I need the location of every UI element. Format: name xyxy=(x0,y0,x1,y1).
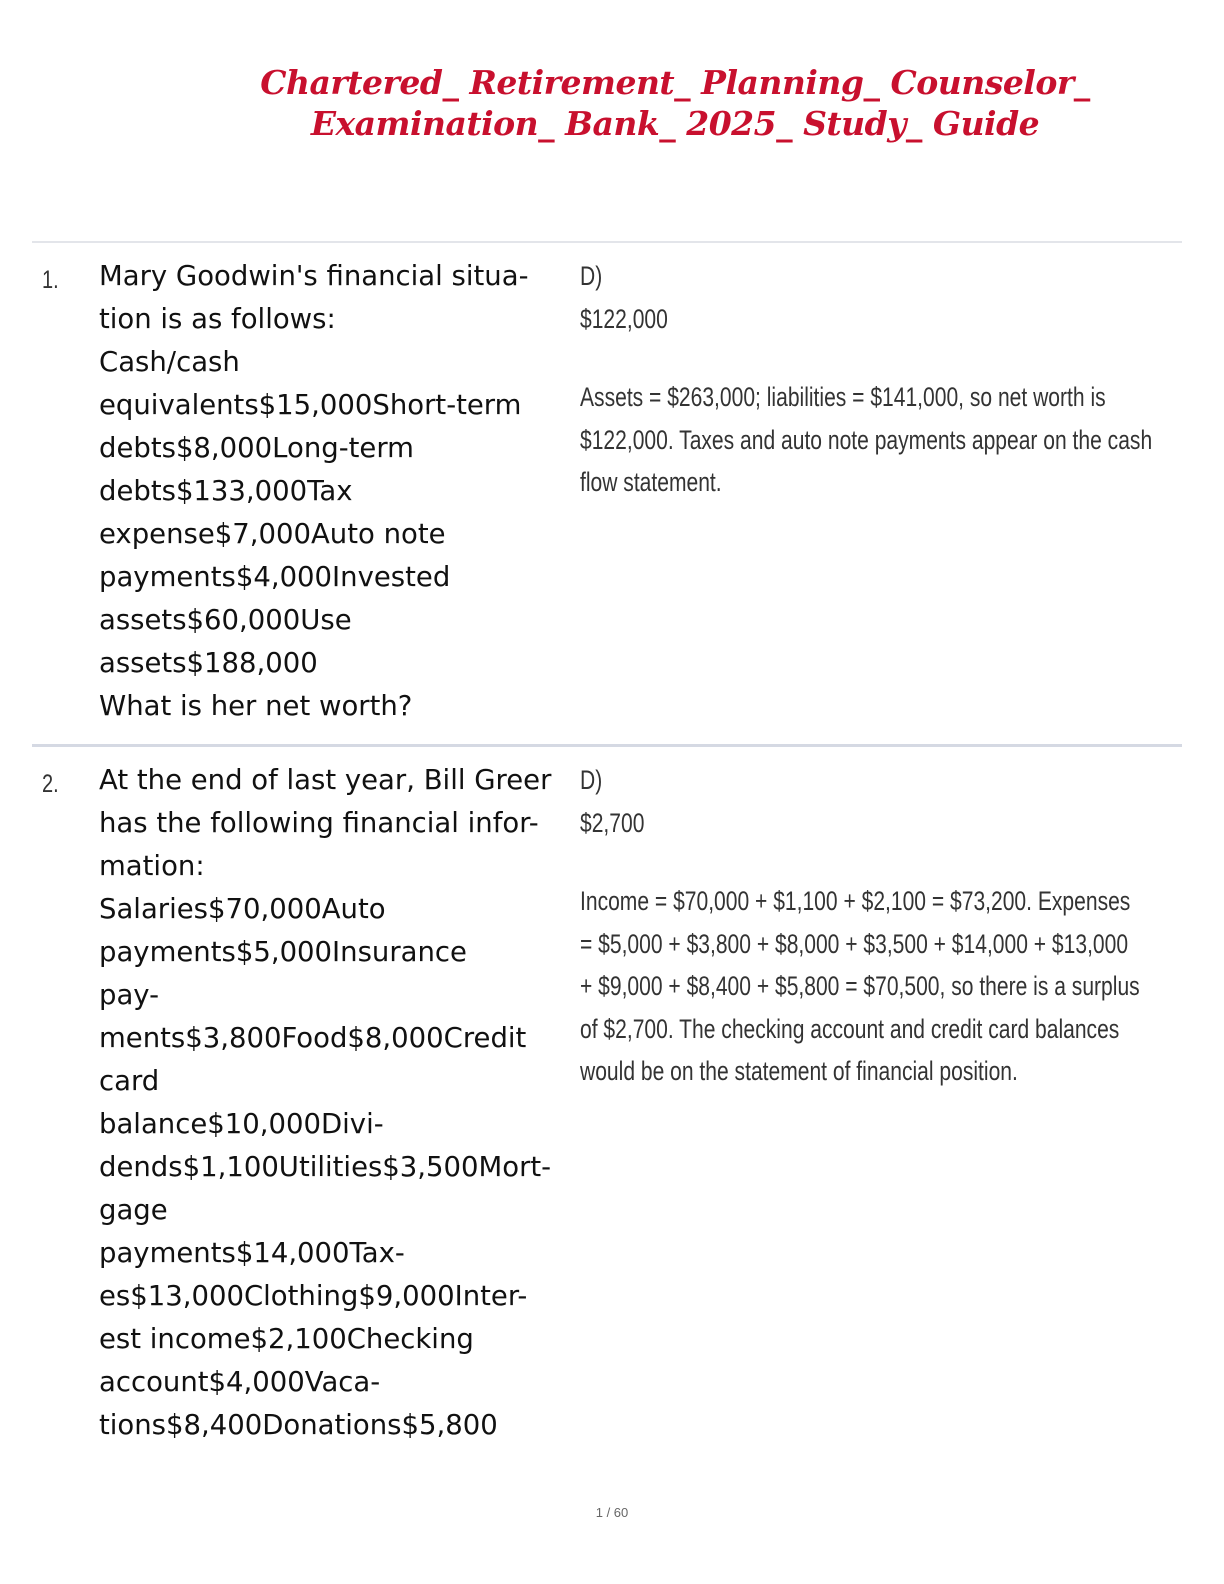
question-line: debts$8,000Long-term xyxy=(99,432,414,464)
explanation-line: Assets = $263,000; liabilities = $141,000, so net worth is xyxy=(580,382,1106,412)
question-line: assets$188,000 xyxy=(99,647,318,679)
question-line: equivalents$15,000Short-term xyxy=(99,389,522,421)
explanation-line: would be on the statement of financial position. xyxy=(580,1056,1018,1086)
answer-text xyxy=(580,255,1157,504)
explanation-line: Income = $70,000 + $1,100 + $2,100 = $73,200. Expenses xyxy=(580,886,1131,916)
question-line: gage xyxy=(99,1194,168,1226)
title-line-1: Chartered_ Retirement_ Planning_ Counselor_ xyxy=(260,63,1090,102)
question-line: ments$3,800Food$8,000Credit xyxy=(99,1022,527,1054)
question-number: 1. xyxy=(42,266,59,294)
question-line: tion is as follows: xyxy=(99,303,336,335)
explanation-line: flow statement. xyxy=(580,467,722,497)
title-line-2: Examination_ Bank_ 2025_ Study_ Guide xyxy=(310,104,1040,143)
question-line: debts$133,000Tax xyxy=(99,475,353,507)
question-line: expense$7,000Auto note xyxy=(99,518,446,550)
page-indicator: 1 / 60 xyxy=(595,1505,629,1520)
question-line: Salaries$70,000Auto xyxy=(99,893,386,925)
question-number: 2. xyxy=(42,770,59,798)
answer-gap xyxy=(580,340,1157,376)
answer-choice: D) xyxy=(580,765,603,795)
answer-value: $2,700 xyxy=(580,807,645,838)
question-line: tions$8,400Donations$5,800 xyxy=(99,1409,498,1441)
divider-middle xyxy=(32,744,1182,747)
answer-value: $122,000 xyxy=(580,303,668,334)
explanation-line: of $2,700. The checking account and credit card balances xyxy=(580,1013,1120,1044)
divider-top xyxy=(32,241,1182,243)
explanation-line: = $5,000 + $3,800 + $8,000 + $3,500 + $14,000 + $13,000 xyxy=(580,928,1129,959)
question-line: What is her net worth? xyxy=(99,690,413,722)
question-line: payments$5,000Insurance xyxy=(99,936,467,968)
question-line: At the end of last year, Bill Greer xyxy=(99,764,552,796)
document-title xyxy=(200,62,1150,144)
explanation-line: $122,000. Taxes and auto note payments appear on the cash xyxy=(580,424,1153,455)
answer-gap xyxy=(580,844,1157,880)
question-line: dends$1,100Utilities$3,500Mort- xyxy=(99,1151,552,1183)
question-line: pay- xyxy=(99,979,160,1011)
answer-text xyxy=(580,759,1157,1093)
question-line: est income$2,100Checking xyxy=(99,1323,474,1355)
question-block-1 xyxy=(32,255,1182,735)
question-text xyxy=(99,759,579,1447)
question-line: mation: xyxy=(99,850,205,882)
answer-choice: D) xyxy=(580,261,603,291)
question-line: has the following financial infor- xyxy=(99,807,539,839)
question-line: Cash/cash xyxy=(99,346,240,378)
question-line: account$4,000Vaca- xyxy=(99,1366,381,1398)
question-line: payments$14,000Tax- xyxy=(99,1237,405,1269)
question-line: balance$10,000Divi- xyxy=(99,1108,384,1140)
question-line: card xyxy=(99,1065,160,1097)
question-line: payments$4,000Invested xyxy=(99,561,451,593)
question-line: Mary Goodwin's financial situa- xyxy=(99,260,529,292)
question-line: es$13,000Clothing$9,000Inter- xyxy=(99,1280,528,1312)
question-line: assets$60,000Use xyxy=(99,604,352,636)
question-block-2 xyxy=(32,759,1182,1459)
question-text xyxy=(99,255,579,728)
explanation-line: + $9,000 + $8,400 + $5,800 = $70,500, so there is a surplus xyxy=(580,971,1140,1001)
